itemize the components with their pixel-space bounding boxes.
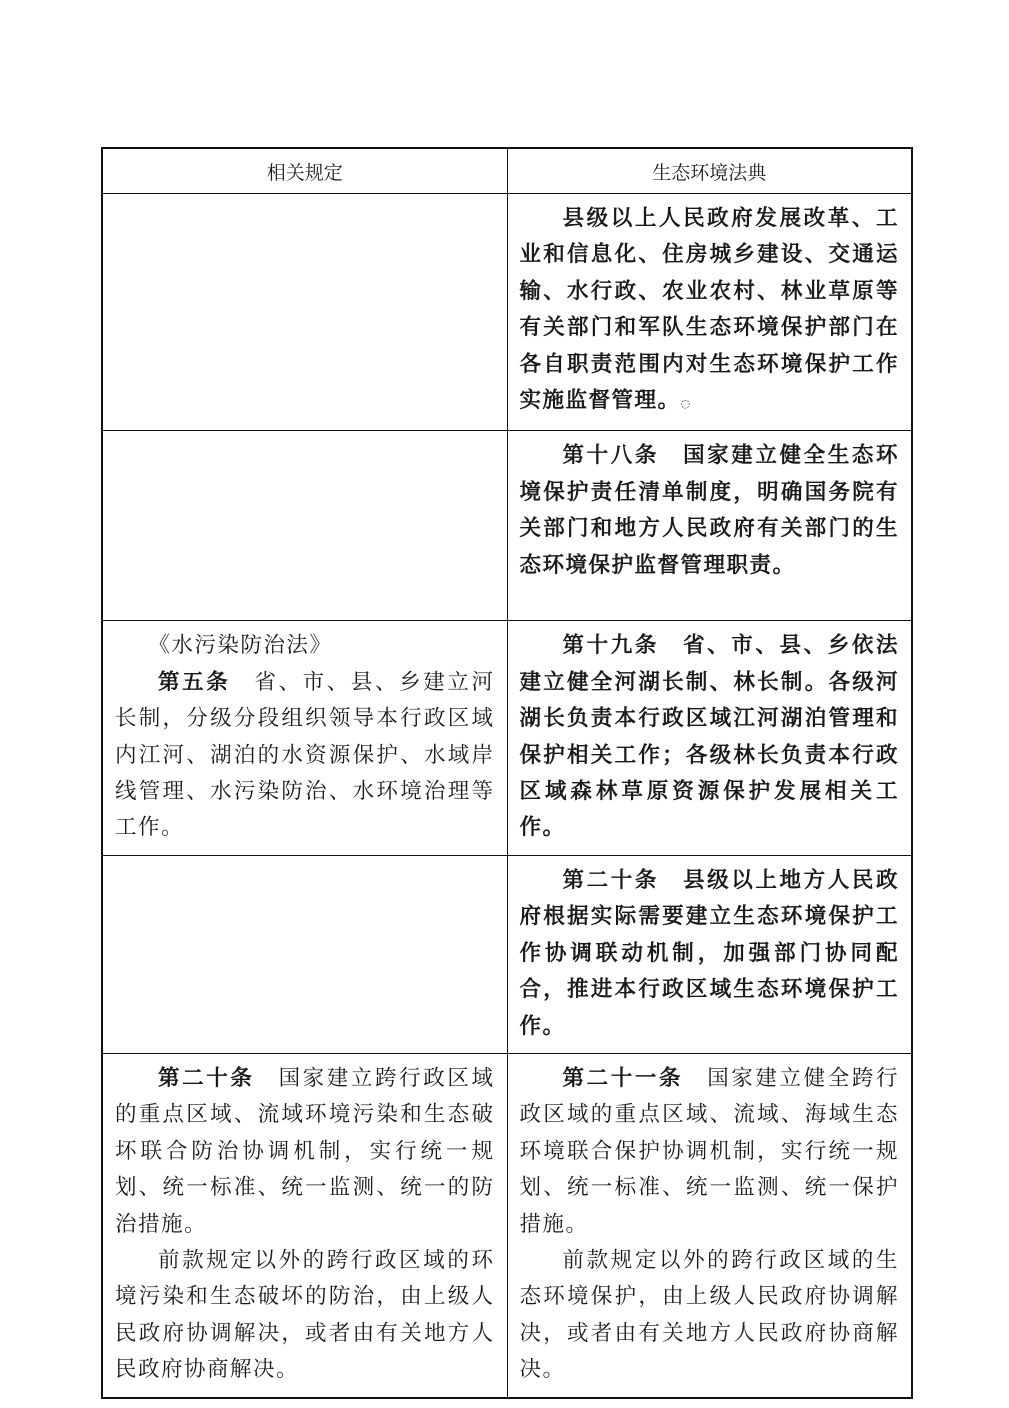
table-row <box>102 855 912 1053</box>
paragraph-text: 省、市、县、乡依法建立健全河湖长制、林长制。各级河湖长负责本行政区域江河湖泊管理和保护相关工作；各级林长负责本行政区域森林草原资源保护发展相关工作。 <box>519 633 899 841</box>
paragraph <box>520 863 900 1045</box>
law-title: 《水污染防治法》 <box>148 633 333 659</box>
paragraph <box>115 1061 495 1243</box>
paragraph-text: 国家建立跨行政区域的重点区域、流域环境污染和生态破坏联合防治协调机制，实行统一规划、统一标准、统一监测、统一的防治措施。 <box>115 1065 495 1237</box>
left-cell-empty <box>102 855 507 1053</box>
comparison-table <box>101 147 913 1399</box>
paragraph <box>520 1243 900 1389</box>
table-row <box>102 194 912 431</box>
left-cell <box>102 621 507 855</box>
right-cell <box>507 855 912 1053</box>
header-eco-env-code: 生态环境法典 <box>507 148 912 194</box>
paragraph <box>115 1243 495 1389</box>
paragraph-text: 县级以上地方人民政府根据实际需要建立生态环境保护工作协调联动机制，加强部门协同配合，推进本行政区域生态环境保护工作。 <box>519 867 899 1039</box>
article-number: 第十八条 <box>562 443 659 469</box>
right-cell <box>507 621 912 855</box>
paragraph-text: 前款规定以外的跨行政区域的环境污染和生态破坏的防治，由上级人民政府协调解决，或者由有关地方人民政府协商解决。 <box>115 1247 495 1383</box>
table-row <box>102 431 912 621</box>
header-row <box>102 148 912 194</box>
right-cell <box>507 194 912 431</box>
right-cell <box>507 1053 912 1397</box>
paragraph-text: 国家建立健全生态环境保护责任清单制度，明确国务院有关部门和地方人民政府有关部门的生态环境保护监督管理职责。 <box>519 443 899 578</box>
paragraph <box>520 1061 900 1243</box>
paragraph-text: 县级以上人民政府发展改革、工业和信息化、住房城乡建设、交通运输、水行政、农业农村、林业草原等有关部门和军队生态环境保护部门在各自职责范围内对生态环境保护工作实施监督管理。 <box>519 206 899 414</box>
left-cell-empty <box>102 194 507 431</box>
article-number: 第二十条 <box>158 1065 255 1091</box>
article-number: 第二十一条 <box>562 1065 684 1091</box>
table-row <box>102 1053 912 1397</box>
article-number: 第二十条 <box>562 867 659 893</box>
table-row <box>102 621 912 855</box>
right-cell <box>507 431 912 621</box>
paragraph-text: 省、市、县、乡建立河长制，分级分段组织领导本行政区域内江河、湖泊的水资源保护、水域岸线管理、水污染防治、水环境治理等工作。 <box>115 669 495 841</box>
left-cell <box>102 1053 507 1397</box>
paragraph <box>520 628 900 846</box>
paragraph: 县级以上人民政府发展改革、工业和信息化、住房城乡建设、交通运输、水行政、农业农村、林业草原等有关部门和军队生态环境保护部门在各自职责范围内对生态环境保护工作实施监督管理。◌ <box>519 206 899 414</box>
header-related-provisions: 相关规定 <box>102 148 507 194</box>
article-number: 第十九条 <box>562 633 659 659</box>
paragraph <box>115 665 495 847</box>
left-cell-empty <box>102 431 507 621</box>
article-number: 第五条 <box>158 669 231 695</box>
paragraph <box>520 438 900 584</box>
paragraph-text: 国家建立健全跨行政区域的重点区域、流域、海域生态环境联合保护协调机制，实行统一规划、统一标准、统一监测、统一保护措施。 <box>519 1065 899 1237</box>
paragraph-text: 前款规定以外的跨行政区域的生态环境保护，由上级人民政府协调解决，或者由有关地方人民政府协商解决。 <box>519 1247 899 1383</box>
